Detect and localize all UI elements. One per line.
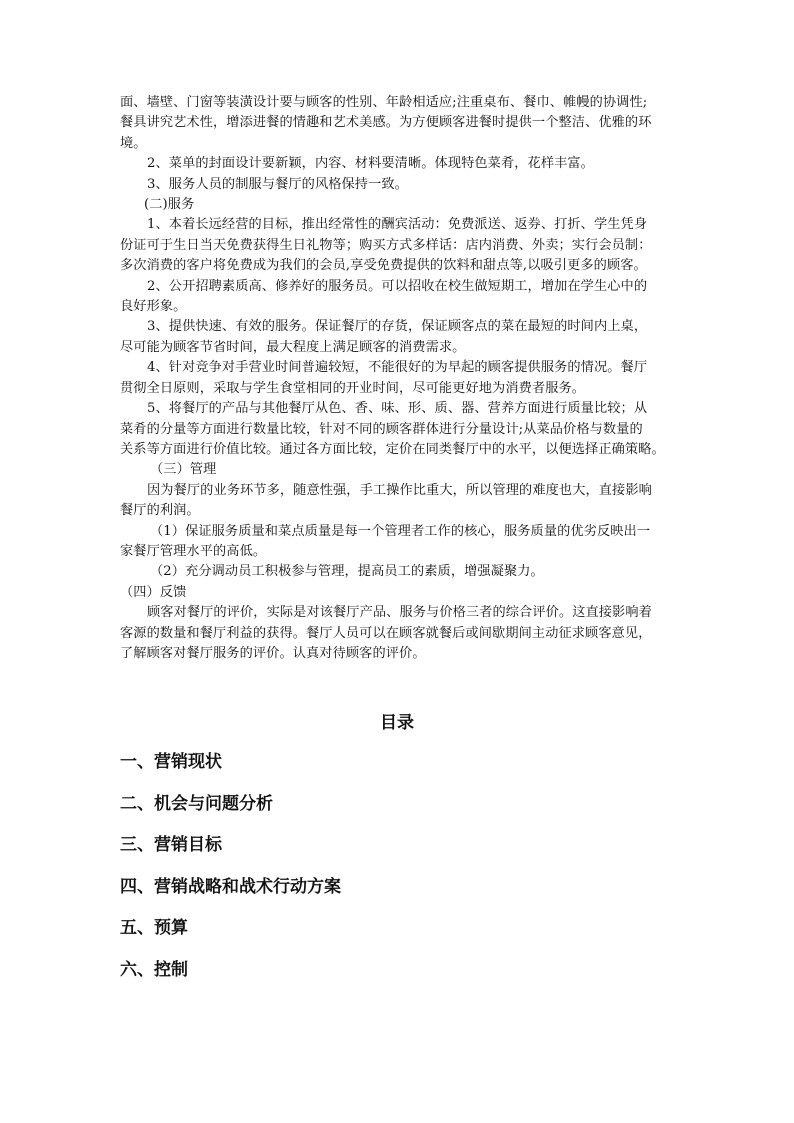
document-body bbox=[120, 93, 676, 664]
text-line: 菜肴的分量等方面进行数量比较，针对不同的顾客群体进行分量设计;从菜品价格与数量的 bbox=[120, 421, 643, 437]
text-line: 4、针对竞争对手营业时间普遍较短，不能很好的为早起的顾客提供服务的情况。餐厅 bbox=[147, 360, 648, 376]
text-line: 家餐厅管理水平的高低。 bbox=[120, 543, 267, 559]
text-line: 餐具讲究艺术性，增添进餐的情趣和艺术美感。为方便顾客进餐时提供一个整洁、优雅的环 bbox=[120, 115, 652, 131]
toc-item: 一、营销现状 bbox=[120, 752, 222, 772]
text-line: 贯彻全日原则，采取与学生食堂相同的开业时间，尽可能更好地为消费者服务。 bbox=[120, 380, 586, 396]
text-line: 尽可能为顾客节省时间，最大程度上满足顾客的消费需求。 bbox=[120, 339, 466, 355]
text-line: 1、本着长远经营的目标，推出经常性的酬宾活动：免费派送、返券、打折、学生凭身 bbox=[147, 217, 648, 233]
text-line: 客源的数量和餐厅利益的获得。餐厅人员可以在顾客就餐后或间歇期间主动征求顾客意见， bbox=[120, 625, 652, 641]
toc-title: 目录 bbox=[380, 713, 414, 733]
text-line: 面、墙壁、门窗等装潢设计要与顾客的性别、年龄相适应;注重桌布、餐巾、帷幔的协调性; bbox=[120, 95, 648, 110]
toc-item: 二、机会与问题分析 bbox=[120, 793, 273, 814]
text-line: 多次消费的客户将免费成为我们的会员,享受免费提供的饮料和甜点等,以吸引更多的顾客。 bbox=[120, 258, 647, 274]
text-line: 5、将餐厅的产品与其他餐厅从色、香、味、形、质、器、营养方面进行质量比较；从 bbox=[147, 401, 648, 417]
text-line: 顾客对餐厅的评价，实际是对该餐厅产品、服务与价格三者的综合评价。这直接影响着 bbox=[147, 605, 652, 621]
text-line: 2、菜单的封面设计要新颖，内容、材料要清晰。体现特色菜肴，花样丰富。 bbox=[147, 156, 594, 172]
text-line: (二)服务 bbox=[144, 197, 195, 213]
toc-item: 六、控制 bbox=[120, 959, 188, 980]
text-line: 境。 bbox=[120, 135, 147, 151]
text-line: （三）管理 bbox=[150, 462, 217, 478]
text-line: （1）保证服务质量和菜点质量是每一个管理者工作的核心，服务质量的优劣反映出一 bbox=[150, 523, 651, 539]
text-line: 份证可于生日当天免费获得生日礼物等；购买方式多样话：店内消费、外卖；实行会员制： bbox=[120, 237, 652, 253]
text-line: 3、提供快速、有效的服务。保证餐厅的存货，保证顾客点的菜在最短的时间内上桌， bbox=[147, 319, 648, 335]
text-line: （四）反馈 bbox=[120, 584, 187, 600]
text-line: （2）充分调动员工积极参与管理，提高员工的素质，增强凝聚力。 bbox=[150, 564, 544, 580]
text-line: 了解顾客对餐厅服务的评价。认真对待顾客的评价。 bbox=[120, 645, 426, 661]
text-line: 良好形象。 bbox=[120, 299, 187, 315]
toc-list bbox=[120, 750, 676, 999]
toc-item: 三、营销目标 bbox=[120, 835, 222, 855]
text-line: 3、服务人员的制服与餐厅的风格保持一致。 bbox=[147, 176, 408, 192]
text-line: 2、公开招聘素质高、修养好的服务员。可以招收在校生做短期工，增加在学生心中的 bbox=[147, 278, 648, 294]
toc-item: 五、预算 bbox=[120, 918, 188, 938]
text-line: 关系等方面进行价值比较。通过各方面比较，定价在同类餐厅中的水平，以便选择正确策略。 bbox=[120, 441, 665, 457]
toc-item: 四、营销战略和战术行动方案 bbox=[120, 876, 341, 897]
text-line: 餐厅的利润。 bbox=[120, 503, 200, 519]
text-line: 因为餐厅的业务环节多，随意性强，手工操作比重大，所以管理的难度也大，直接影响 bbox=[147, 482, 652, 498]
